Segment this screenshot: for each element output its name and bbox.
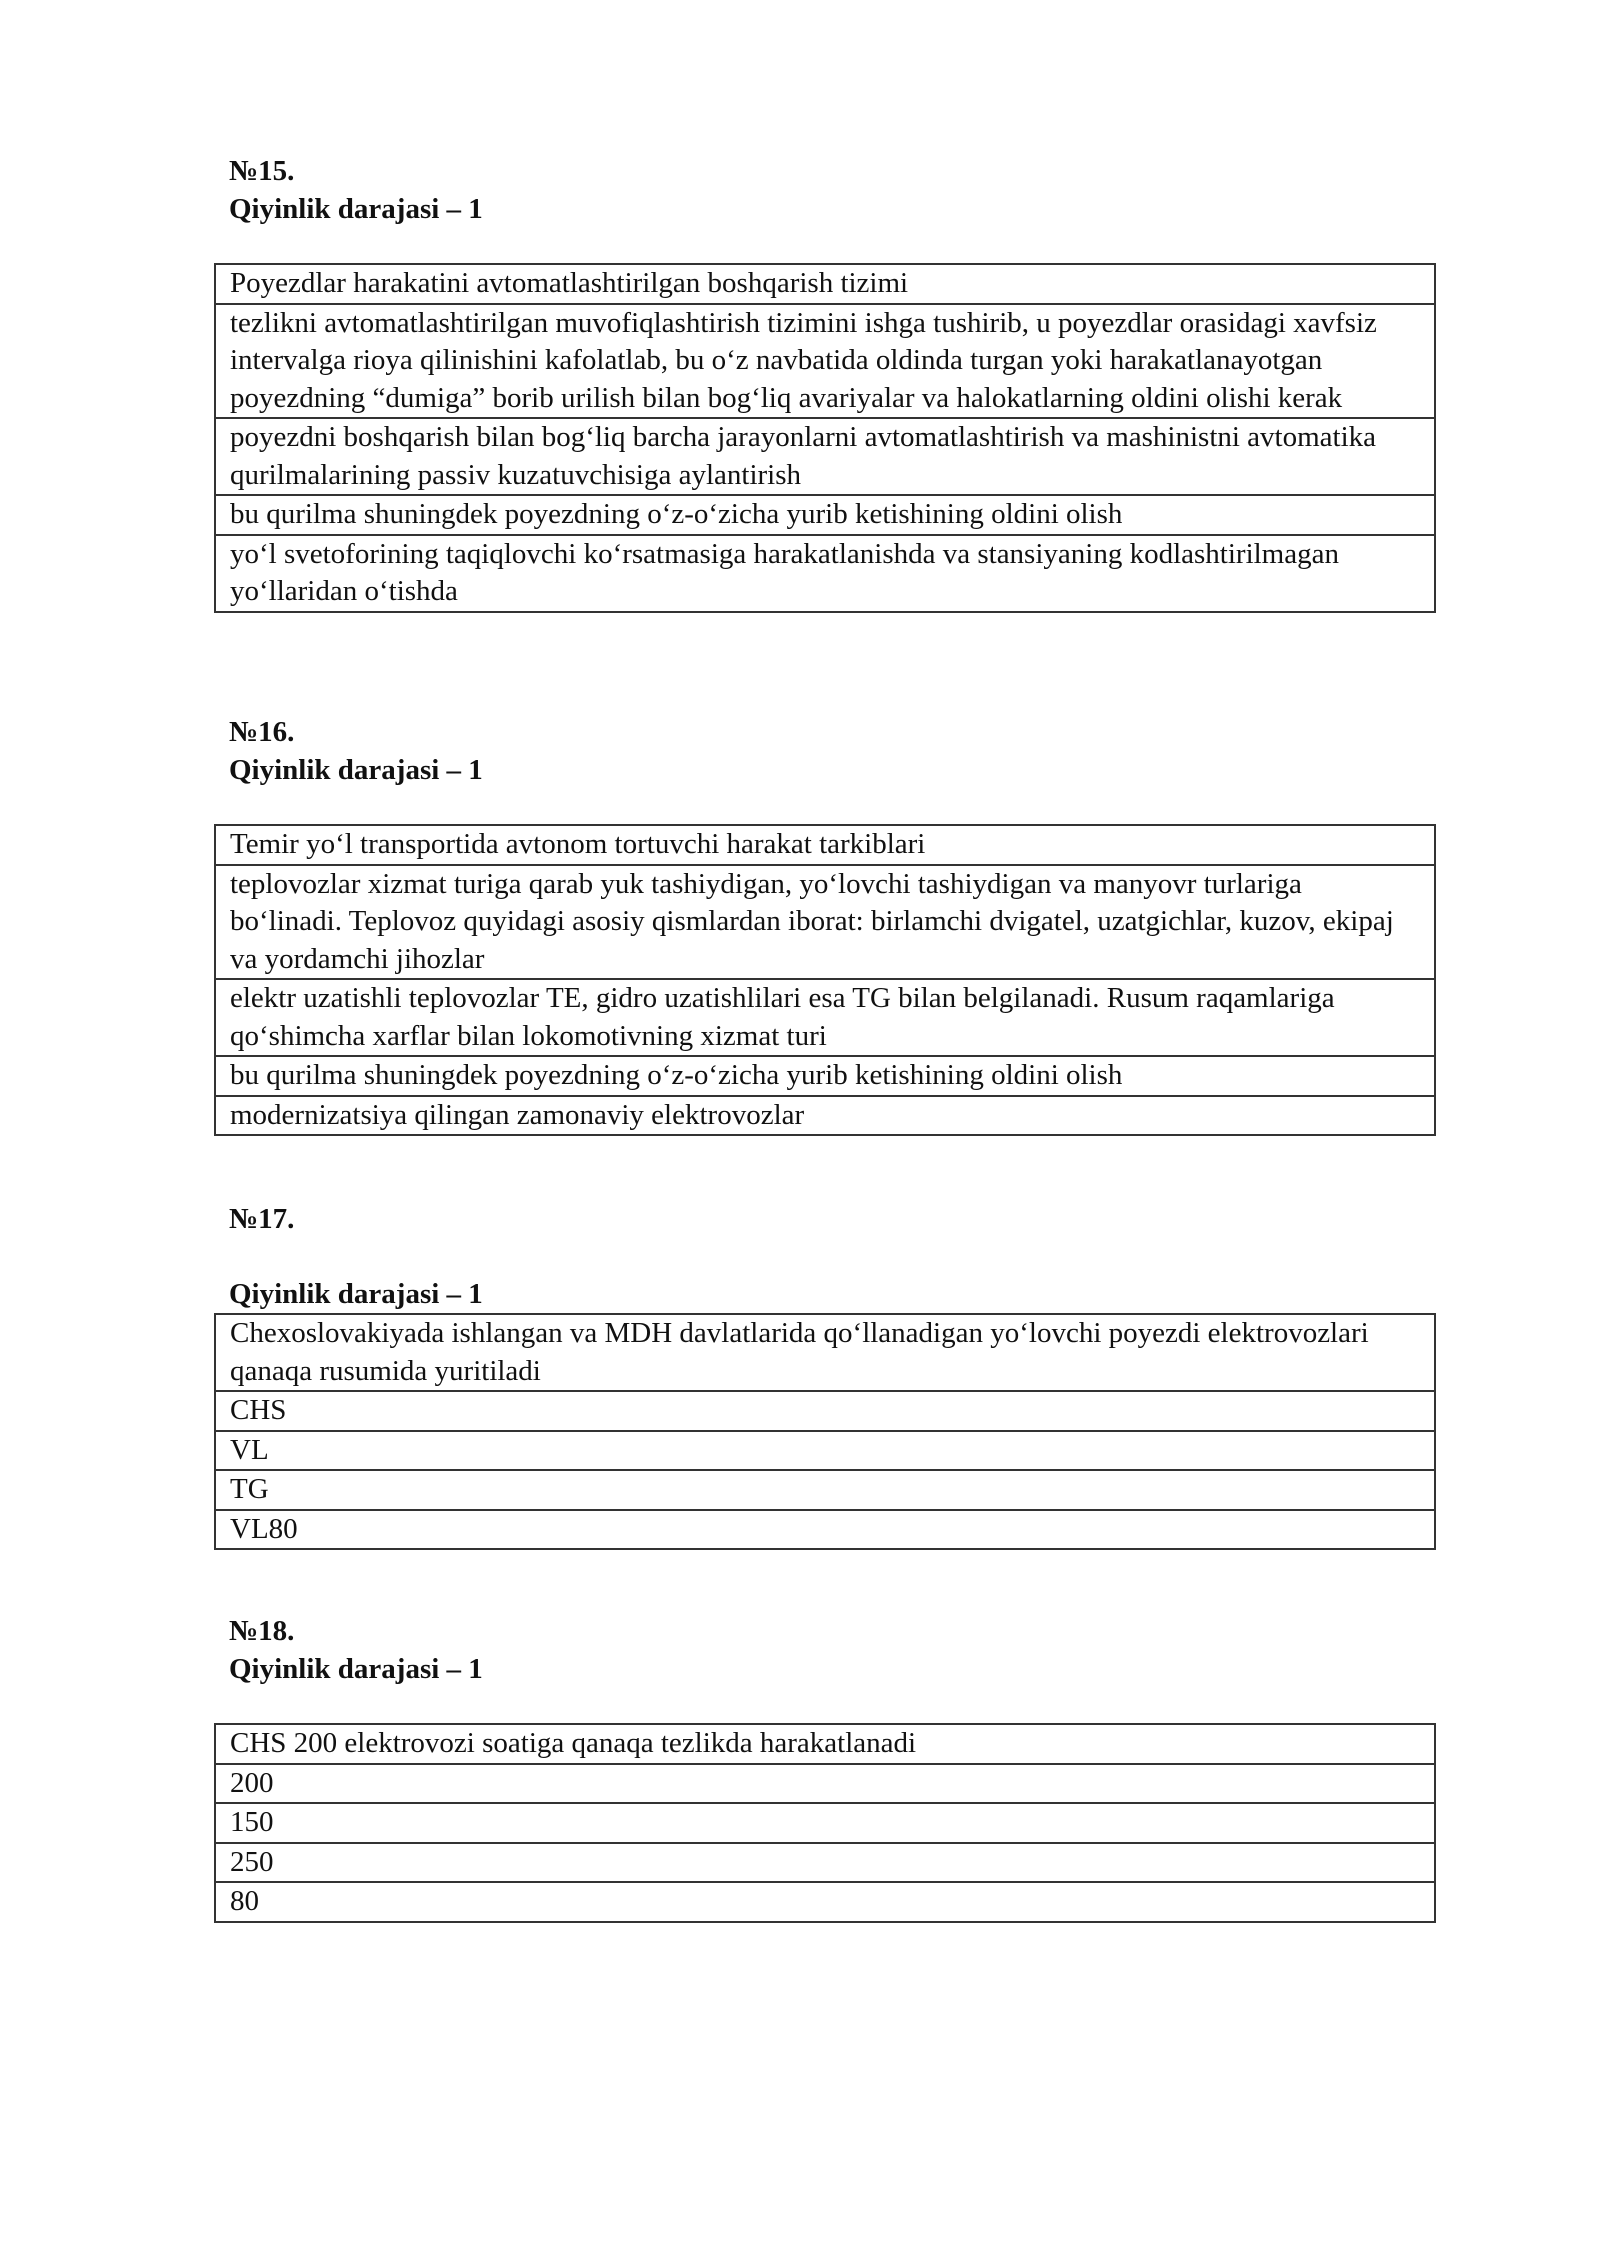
- answer-option: CHS: [215, 1391, 1435, 1431]
- question-18: [214, 1612, 1436, 1923]
- answer-option: TG: [215, 1470, 1435, 1510]
- question-table: [214, 1313, 1436, 1550]
- answer-option: 150: [215, 1803, 1435, 1843]
- question-table: [214, 1723, 1436, 1923]
- table-row: [215, 979, 1435, 1056]
- table-row: [215, 495, 1435, 535]
- difficulty-level: Qiyinlik darajasi – 1: [229, 754, 483, 786]
- question-15: [214, 152, 1436, 613]
- difficulty-level: Qiyinlik darajasi – 1: [229, 193, 483, 225]
- question-table: [214, 263, 1436, 613]
- table-row: [215, 418, 1435, 495]
- answer-option: tezlikni avtomatlashtirilgan muvofiqlashtirish tizimini ishga tushirib, u poyezdlar orasidagi xavfsiz intervalga rioya qilinishini kafolatlab, bu o‘z navbatida oldinda turgan yoki harakatlanayotgan poyezdning “dumiga” borib urilish bilan bog‘liq avariyalar va halokatlarning oldini olishi kerak: [215, 304, 1435, 419]
- table-row: [215, 1431, 1435, 1471]
- answer-option: teplovozlar xizmat turiga qarab yuk tashiydigan, yo‘lovchi tashiydigan va manyovr turlariga bo‘linadi. Teplovoz quyidagi asosiy qismlardan iborat: birlamchi dvigatel, uzatgichlar, kuzov, ekipaj va yordamchi jihozlar: [215, 865, 1435, 980]
- answer-option: yo‘l svetoforining taqiqlovchi ko‘rsatmasiga harakatlanishda va stansiyaning kodlashtirilmagan yo‘llaridan o‘tishda: [215, 535, 1435, 612]
- answer-option: bu qurilma shuningdek poyezdning o‘z-o‘zicha yurib ketishining oldini olish: [215, 1056, 1435, 1096]
- table-row: [215, 1843, 1435, 1883]
- question-number: №15.: [229, 155, 295, 187]
- question-text: Temir yo‘l transportida avtonom tortuvchi harakat tarkiblari: [215, 825, 1435, 865]
- spacer: [214, 1238, 1436, 1275]
- table-row: [215, 1391, 1435, 1431]
- table-row: [215, 865, 1435, 980]
- table-row: [215, 304, 1435, 419]
- answer-option: 200: [215, 1764, 1435, 1804]
- question-number: №16.: [229, 716, 295, 748]
- answer-option: 250: [215, 1843, 1435, 1883]
- difficulty-level: Qiyinlik darajasi – 1: [229, 1653, 483, 1685]
- table-row: [215, 535, 1435, 612]
- table-row: [215, 1314, 1435, 1391]
- question-text: Poyezdlar harakatini avtomatlashtirilgan boshqarish tizimi: [215, 264, 1435, 304]
- question-17: [214, 1200, 1436, 1550]
- table-row: [215, 1882, 1435, 1922]
- answer-option: VL: [215, 1431, 1435, 1471]
- table-row: [215, 825, 1435, 865]
- answer-option: modernizatsiya qilingan zamonaviy elektrovozlar: [215, 1096, 1435, 1136]
- question-number: №17.: [229, 1203, 295, 1235]
- answer-option: elektr uzatishli teplovozlar TE, gidro uzatishlilari esa TG bilan belgilanadi. Rusum raqamlariga qo‘shimcha xarflar bilan lokomotivning xizmat turi: [215, 979, 1435, 1056]
- answer-option: VL80: [215, 1510, 1435, 1550]
- table-row: [215, 1096, 1435, 1136]
- question-number: №18.: [229, 1615, 295, 1647]
- table-row: [215, 1724, 1435, 1764]
- table-row: [215, 1510, 1435, 1550]
- table-row: [215, 1764, 1435, 1804]
- question-text: Chexoslovakiyada ishlangan va MDH davlatlarida qo‘llanadigan yo‘lovchi poyezdi elektrovozlari qanaqa rusumida yuritiladi: [215, 1314, 1435, 1391]
- answer-option: poyezdni boshqarish bilan bog‘liq barcha jarayonlarni avtomatlashtirish va mashinistni avtomatika qurilmalarining passiv kuzatuvchisiga aylantirish: [215, 418, 1435, 495]
- question-table: [214, 824, 1436, 1136]
- table-row: [215, 1803, 1435, 1843]
- question-text: CHS 200 elektrovozi soatiga qanaqa tezlikda harakatlanadi: [215, 1724, 1435, 1764]
- answer-option: bu qurilma shuningdek poyezdning o‘z-o‘zicha yurib ketishining oldini olish: [215, 495, 1435, 535]
- answer-option: 80: [215, 1882, 1435, 1922]
- question-16: [214, 713, 1436, 1136]
- table-row: [215, 264, 1435, 304]
- difficulty-level: Qiyinlik darajasi – 1: [229, 1278, 483, 1310]
- table-row: [215, 1470, 1435, 1510]
- table-row: [215, 1056, 1435, 1096]
